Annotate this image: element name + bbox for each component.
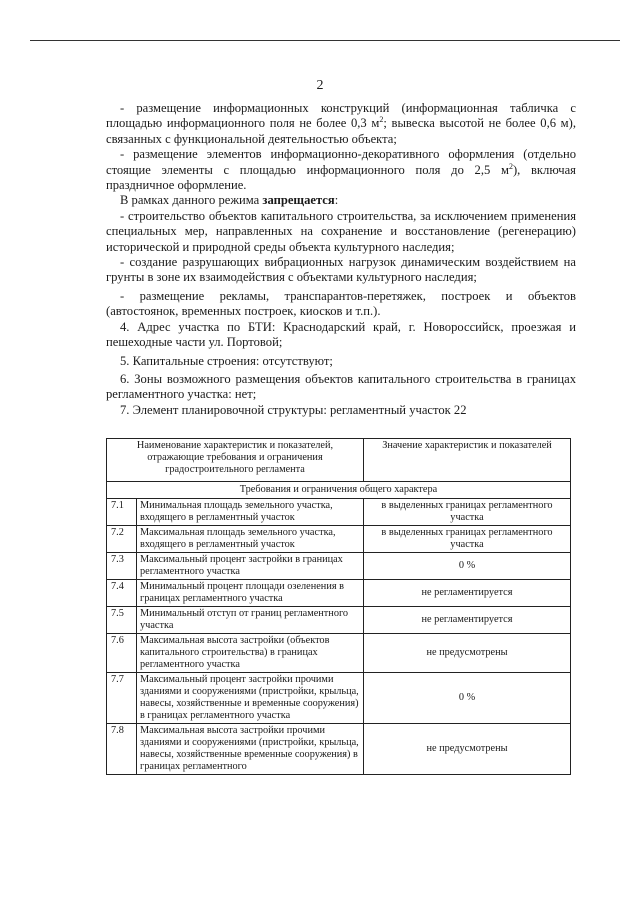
row-name: Максимальная высота застройки (объектов капитального строительства) в границах регламентного участка <box>137 634 364 673</box>
table-header-row <box>107 439 571 482</box>
row-name: Максимальный процент застройки прочими зданиями и сооружениями (пристройки, крыльца, навесы, хозяйственные и временные сооружения) в границах регламентного участка <box>137 673 364 724</box>
row-name: Минимальный отступ от границ регламентного участка <box>137 607 364 634</box>
header-name: Наименование характеристик и показателей, отражающие требования и ограничения градостроительного регламента <box>107 439 364 482</box>
top-rule <box>30 40 620 41</box>
superscript: 2 <box>379 115 384 125</box>
table-row <box>107 526 571 553</box>
table-row <box>107 724 571 775</box>
paragraph-buildings: 5. Капитальные строения: отсутствуют; <box>120 353 333 368</box>
row-number: 7.7 <box>107 673 137 724</box>
paragraph-text: В рамках данного режима <box>120 193 263 208</box>
row-number: 7.8 <box>107 724 137 775</box>
paragraph-text: : <box>334 193 339 208</box>
table-row <box>107 673 571 724</box>
section-title: Требования и ограничения общего характера <box>107 482 571 499</box>
paragraph-text: ; вывеска высотой не более 0,6 м), связанных с функциональной деятельностью объекта; <box>106 116 576 146</box>
table-row <box>107 607 571 634</box>
row-number: 7.1 <box>107 499 137 526</box>
row-name: Максимальный процент застройки в границах регламентного участка <box>137 553 364 580</box>
table-row <box>107 580 571 607</box>
body-text <box>106 101 576 418</box>
table-section-row <box>107 482 571 499</box>
paragraph-text: - размещение информационных конструкций (информационная табличка с площадью информационного поля не более 0,3 м <box>106 101 576 131</box>
row-value: в выделенных границах регламентного участка <box>364 499 571 526</box>
row-number: 7.6 <box>107 634 137 673</box>
row-value: 0 % <box>364 673 571 724</box>
superscript: 2 <box>508 161 513 171</box>
table-row <box>107 499 571 526</box>
paragraph-construction: - строительство объектов капитального строительства, за исключением применения специальных мер, направленных на сохранение и восстановление (регенерацию) исторической и природной среды объекта культурного наследия; <box>106 208 576 254</box>
paragraph-info-signs <box>106 101 576 147</box>
row-number: 7.5 <box>107 607 137 634</box>
paragraph-element: 7. Элемент планировочной структуры: регламентный участок 22 <box>120 402 467 417</box>
paragraph-text: - размещение элементов информационно-декоративного оформления (отдельно стоящие элементы с площадью информационного поля до 2,5 м <box>106 147 576 177</box>
row-name: Максимальная высота застройки прочими зданиями и сооружениями (пристройки, крыльца, навесы, хозяйственные временные сооружения) в границах регламентного <box>137 724 364 775</box>
row-value: в выделенных границах регламентного участка <box>364 526 571 553</box>
row-value: не предусмотрены <box>364 634 571 673</box>
regulation-table <box>106 438 571 775</box>
paragraph-zones: 6. Зоны возможного размещения объектов капитального строительства в границах регламентного участка: нет; <box>106 371 576 402</box>
paragraph-address: 4. Адрес участка по БТИ: Краснодарский край, г. Новороссийск, проезжая и пешеходные части ул. Портовой; <box>106 319 576 350</box>
paragraph-decor <box>106 147 576 193</box>
table-row <box>107 634 571 673</box>
row-number: 7.4 <box>107 580 137 607</box>
row-name: Минимальный процент площади озеленения в границах регламентного участка <box>137 580 364 607</box>
bold-text: запрещается <box>262 193 335 208</box>
paragraph-text: ), включая праздничное оформление. <box>106 162 576 193</box>
row-value: не предусмотрены <box>364 724 571 775</box>
row-value: 0 % <box>364 553 571 580</box>
row-value: не регламентируется <box>364 580 571 607</box>
page-number: 2 <box>316 78 324 93</box>
table-row <box>107 553 571 580</box>
row-number: 7.3 <box>107 553 137 580</box>
row-number: 7.2 <box>107 526 137 553</box>
paragraph-prohibited-intro <box>106 193 576 208</box>
row-name: Максимальная площадь земельного участка, входящего в регламентный участок <box>137 526 364 553</box>
header-value: Значение характеристик и показателей <box>364 439 571 482</box>
row-name: Минимальная площадь земельного участка, входящего в регламентный участок <box>137 499 364 526</box>
paragraph-advertising: - размещение рекламы, транспарантов-перетяжек, построек и объектов (автостоянок, временных построек, киосков и т.п.). <box>106 288 576 319</box>
row-value: не регламентируется <box>364 607 571 634</box>
paragraph-vibration: - создание разрушающих вибрационных нагрузок динамическим воздействием на грунты в зоне их взаимодействия с объектами культурного наследия; <box>106 255 576 285</box>
